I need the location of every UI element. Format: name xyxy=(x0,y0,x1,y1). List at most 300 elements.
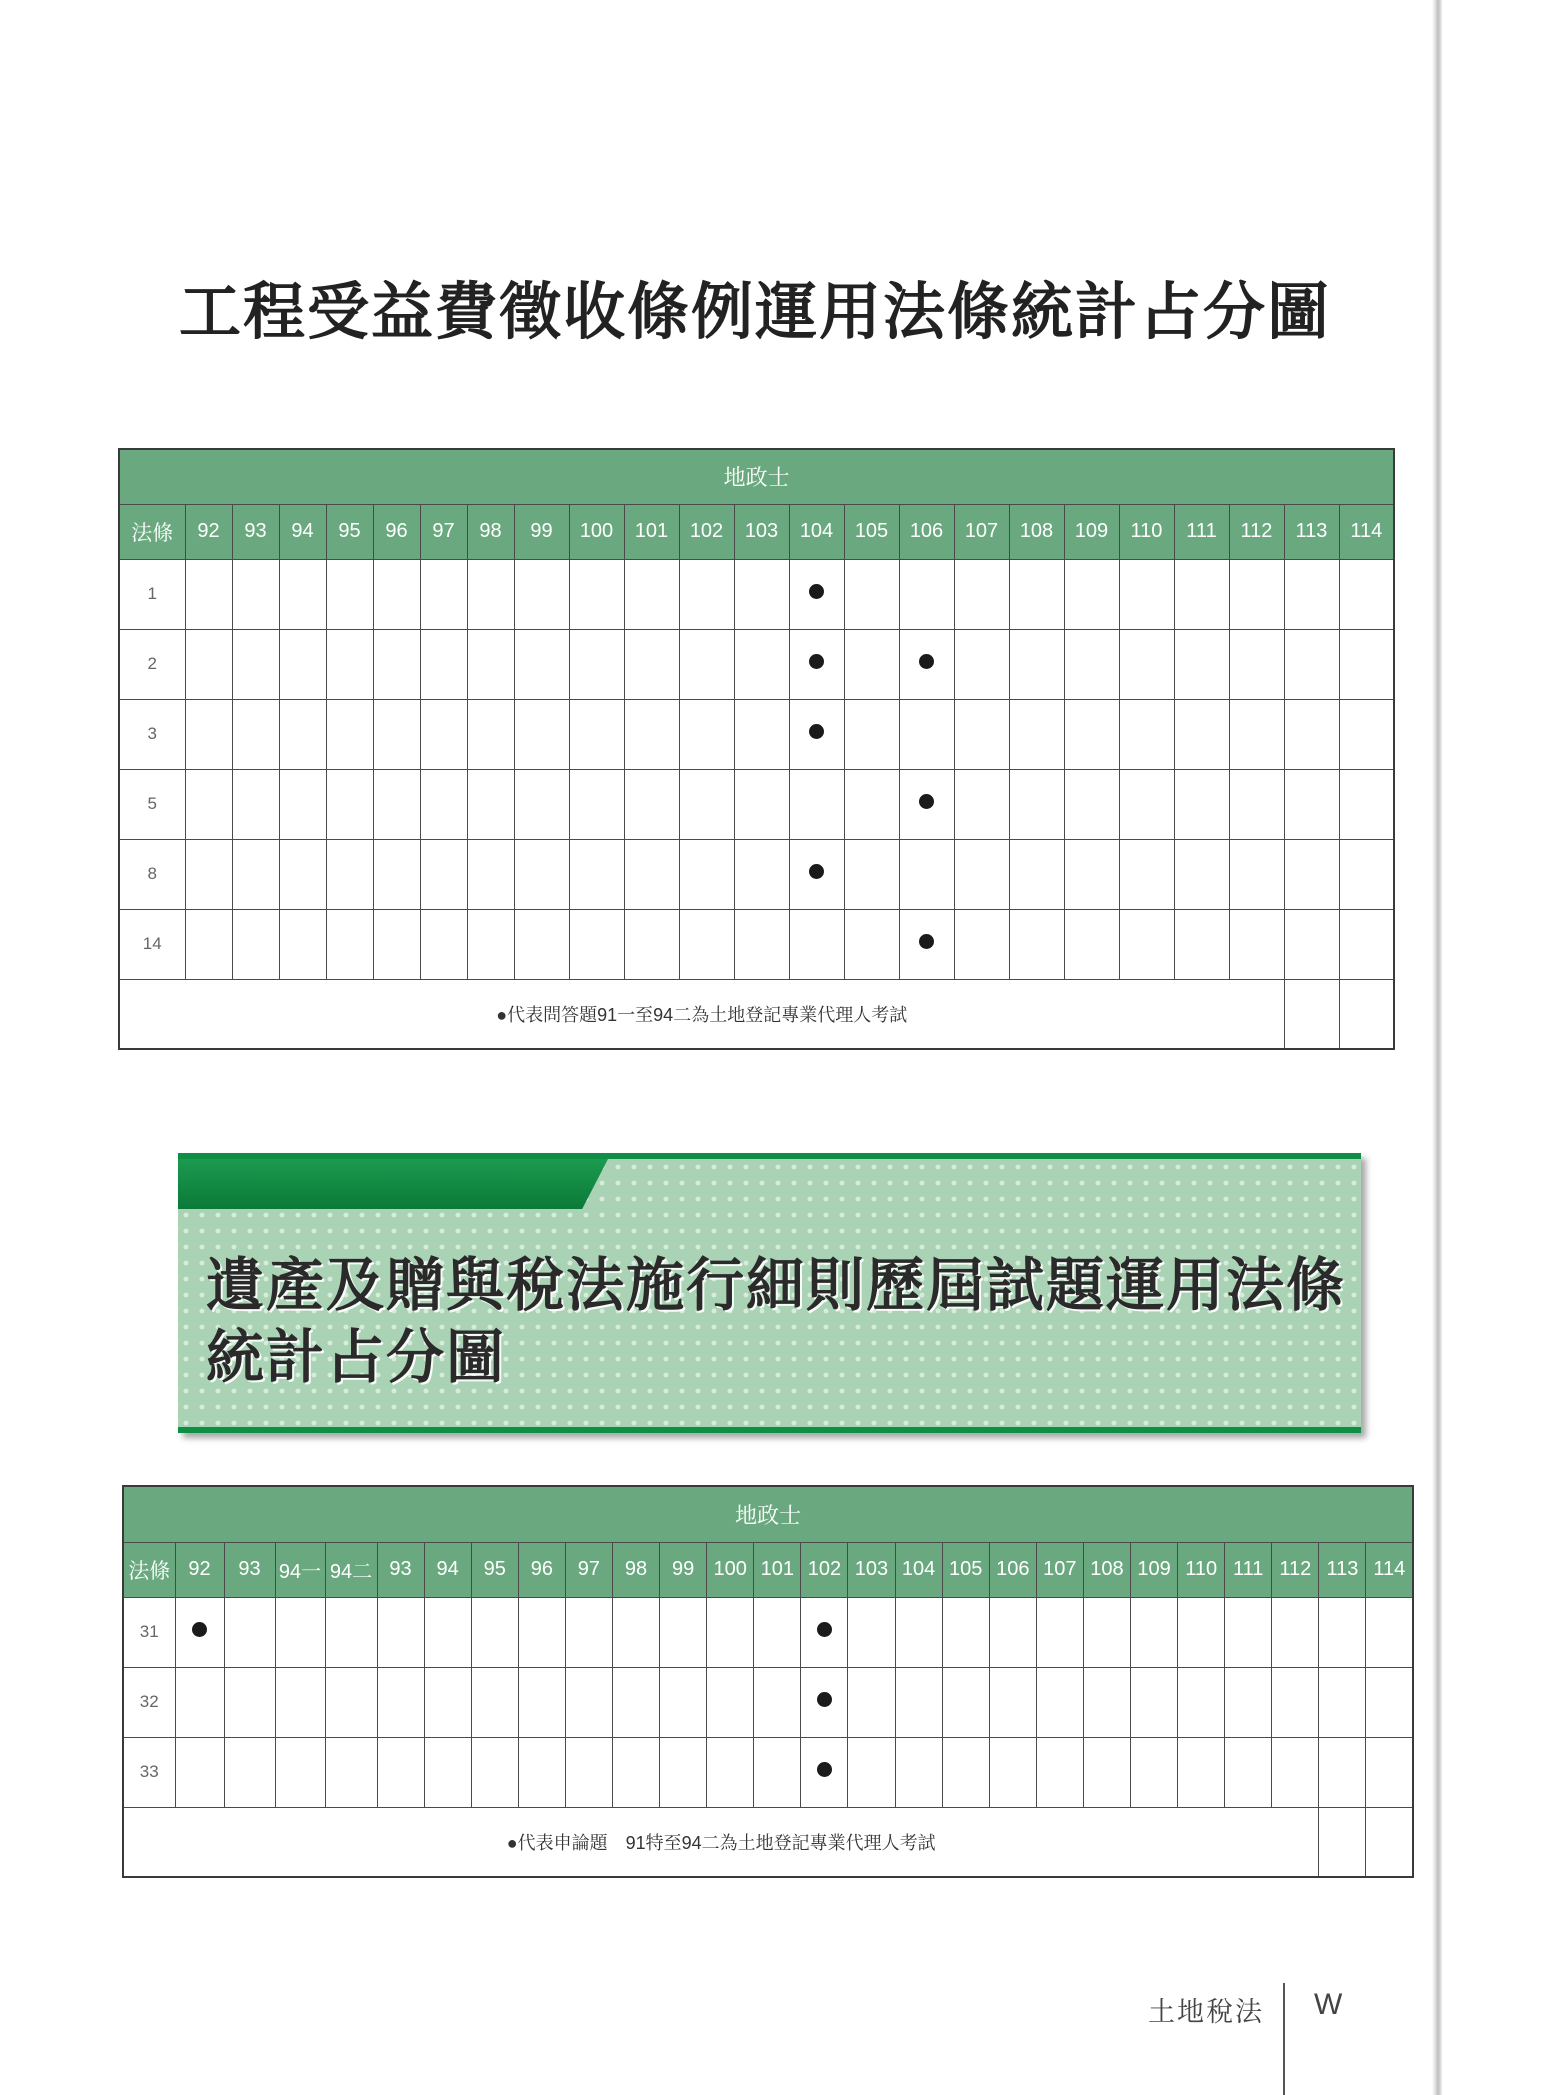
year-cell xyxy=(679,559,734,629)
year-cell xyxy=(1319,1737,1366,1807)
year-cell xyxy=(954,699,1009,769)
year-cell xyxy=(1284,909,1339,979)
year-cell xyxy=(801,1667,848,1737)
year-cell xyxy=(942,1597,989,1667)
year-cell xyxy=(1319,1597,1366,1667)
year-cell xyxy=(518,1737,565,1807)
year-column-header: 98 xyxy=(467,504,514,559)
year-cell xyxy=(1174,839,1229,909)
year-cell xyxy=(275,1737,325,1807)
year-cell xyxy=(1009,559,1064,629)
year-column-header: 93 xyxy=(224,1542,275,1597)
law-article-cell: 1 xyxy=(119,559,185,629)
year-cell xyxy=(1119,699,1174,769)
year-column-header: 92 xyxy=(175,1542,224,1597)
year-cell xyxy=(801,1737,848,1807)
question-marker-dot xyxy=(919,934,934,949)
year-column-header: 106 xyxy=(899,504,954,559)
year-cell xyxy=(954,629,1009,699)
year-cell xyxy=(373,839,420,909)
footer-book-title: 土地稅法 xyxy=(1148,1997,1264,2027)
year-column-header: 114 xyxy=(1366,1542,1413,1597)
year-cell xyxy=(279,839,326,909)
year-cell xyxy=(801,1597,848,1667)
year-cell xyxy=(1064,839,1119,909)
question-marker-dot xyxy=(919,654,934,669)
year-cell xyxy=(420,769,467,839)
year-column-header: 113 xyxy=(1319,1542,1366,1597)
year-cell xyxy=(467,629,514,699)
table-row xyxy=(123,1667,1413,1737)
year-cell xyxy=(895,1667,942,1737)
year-cell xyxy=(707,1667,754,1737)
year-column-header: 96 xyxy=(373,504,420,559)
year-cell xyxy=(844,769,899,839)
year-column-header: 108 xyxy=(1009,504,1064,559)
year-cell xyxy=(1064,629,1119,699)
year-cell xyxy=(565,1667,612,1737)
legend-note: ●代表申論題 91特至94二為土地登記專業代理人考試 xyxy=(123,1807,1319,1877)
law-article-cell: 8 xyxy=(119,839,185,909)
year-cell xyxy=(420,839,467,909)
year-cell xyxy=(326,559,373,629)
year-cell xyxy=(467,769,514,839)
year-cell xyxy=(326,839,373,909)
year-cell xyxy=(1119,839,1174,909)
year-column-header: 94一 xyxy=(275,1542,325,1597)
year-cell xyxy=(734,629,789,699)
year-cell xyxy=(565,1597,612,1667)
year-cell xyxy=(989,1737,1036,1807)
year-column-header: 111 xyxy=(1174,504,1229,559)
year-column-header: 106 xyxy=(989,1542,1036,1597)
year-cell xyxy=(1229,909,1284,979)
year-cell xyxy=(1229,839,1284,909)
year-cell xyxy=(1083,1597,1130,1667)
legend-row xyxy=(119,979,1394,1049)
year-column-header: 99 xyxy=(660,1542,707,1597)
year-cell xyxy=(569,909,624,979)
page-number: W xyxy=(1314,1988,1343,2021)
year-cell xyxy=(185,699,232,769)
year-column-header: 102 xyxy=(801,1542,848,1597)
year-cell xyxy=(1009,769,1064,839)
year-cell xyxy=(185,769,232,839)
year-cell xyxy=(279,699,326,769)
year-cell xyxy=(377,1737,424,1807)
year-cell xyxy=(514,769,569,839)
year-cell xyxy=(707,1737,754,1807)
year-cell xyxy=(1272,1737,1319,1807)
year-cell xyxy=(844,699,899,769)
year-cell xyxy=(660,1597,707,1667)
table-row xyxy=(119,909,1394,979)
year-column-header: 99 xyxy=(514,504,569,559)
year-cell xyxy=(612,1597,659,1667)
year-cell xyxy=(612,1667,659,1737)
year-cell xyxy=(467,909,514,979)
year-cell xyxy=(1366,1667,1413,1737)
year-cell xyxy=(1119,629,1174,699)
year-cell xyxy=(424,1597,471,1667)
year-column-header: 110 xyxy=(1178,1542,1225,1597)
year-cell xyxy=(954,909,1009,979)
year-cell xyxy=(326,629,373,699)
banner-bottom-rule xyxy=(178,1427,1361,1433)
law-article-cell: 14 xyxy=(119,909,185,979)
year-cell xyxy=(185,839,232,909)
year-column-header: 105 xyxy=(942,1542,989,1597)
year-cell xyxy=(899,559,954,629)
year-cell xyxy=(325,1737,377,1807)
year-cell xyxy=(420,699,467,769)
year-cell xyxy=(1225,1667,1272,1737)
year-cell xyxy=(1284,629,1339,699)
year-cell xyxy=(1064,769,1119,839)
year-cell xyxy=(185,629,232,699)
year-column-header: 112 xyxy=(1229,504,1284,559)
year-cell xyxy=(1229,559,1284,629)
year-cell xyxy=(467,699,514,769)
year-column-header: 114 xyxy=(1339,504,1394,559)
year-cell xyxy=(1064,699,1119,769)
year-cell xyxy=(899,699,954,769)
year-cell xyxy=(789,769,844,839)
year-cell xyxy=(275,1597,325,1667)
statistics-table-1 xyxy=(118,448,1395,1050)
year-column-header: 105 xyxy=(844,504,899,559)
year-column-header: 109 xyxy=(1064,504,1119,559)
year-cell xyxy=(954,769,1009,839)
year-cell xyxy=(1009,699,1064,769)
year-cell xyxy=(1229,629,1284,699)
year-cell xyxy=(844,839,899,909)
year-cell xyxy=(471,1667,518,1737)
year-cell xyxy=(373,699,420,769)
year-column-header: 113 xyxy=(1284,504,1339,559)
legend-row xyxy=(123,1807,1413,1877)
year-cell xyxy=(848,1597,895,1667)
year-cell xyxy=(569,769,624,839)
year-cell xyxy=(679,769,734,839)
year-cell xyxy=(734,769,789,839)
section-title xyxy=(206,1249,1346,1393)
year-cell xyxy=(1284,769,1339,839)
year-cell xyxy=(1339,699,1394,769)
year-cell xyxy=(471,1737,518,1807)
year-cell xyxy=(624,839,679,909)
year-cell xyxy=(514,839,569,909)
year-cell xyxy=(185,909,232,979)
year-cell xyxy=(1174,559,1229,629)
question-marker-dot xyxy=(809,584,824,599)
year-cell xyxy=(895,1737,942,1807)
law-article-cell: 32 xyxy=(123,1667,175,1737)
year-cell xyxy=(1083,1667,1130,1737)
year-cell xyxy=(1284,839,1339,909)
year-cell xyxy=(1119,769,1174,839)
year-cell xyxy=(954,839,1009,909)
year-cell xyxy=(1225,1597,1272,1667)
table-row xyxy=(119,559,1394,629)
year-cell xyxy=(373,769,420,839)
section-title-line-2: 統計占分圖 xyxy=(206,1323,507,1391)
year-cell xyxy=(1131,1597,1178,1667)
year-cell xyxy=(326,769,373,839)
year-cell xyxy=(279,559,326,629)
year-cell xyxy=(1319,1667,1366,1737)
year-cell xyxy=(377,1667,424,1737)
year-column-header: 111 xyxy=(1225,1542,1272,1597)
year-cell xyxy=(424,1667,471,1737)
year-cell xyxy=(679,909,734,979)
year-column-header: 107 xyxy=(954,504,1009,559)
year-cell xyxy=(899,629,954,699)
year-cell xyxy=(1284,559,1339,629)
year-cell xyxy=(1009,839,1064,909)
year-cell xyxy=(279,909,326,979)
year-cell xyxy=(514,629,569,699)
year-cell xyxy=(679,629,734,699)
year-cell xyxy=(232,559,279,629)
year-cell xyxy=(471,1597,518,1667)
year-cell xyxy=(660,1667,707,1737)
year-column-header: 94 xyxy=(279,504,326,559)
year-cell xyxy=(420,909,467,979)
empty-cell xyxy=(1319,1807,1366,1877)
year-cell xyxy=(734,559,789,629)
year-cell xyxy=(1339,909,1394,979)
year-cell xyxy=(518,1667,565,1737)
year-cell xyxy=(624,559,679,629)
year-cell xyxy=(844,629,899,699)
year-cell xyxy=(1339,559,1394,629)
year-cell xyxy=(1225,1737,1272,1807)
year-cell xyxy=(754,1737,801,1807)
year-cell xyxy=(326,909,373,979)
year-cell xyxy=(848,1667,895,1737)
year-cell xyxy=(1229,769,1284,839)
year-cell xyxy=(514,559,569,629)
table-header-row xyxy=(123,1542,1413,1597)
year-cell xyxy=(1178,1737,1225,1807)
year-column-header: 108 xyxy=(1083,1542,1130,1597)
year-cell xyxy=(624,699,679,769)
year-cell xyxy=(224,1667,275,1737)
year-cell xyxy=(848,1737,895,1807)
year-cell xyxy=(326,699,373,769)
year-cell xyxy=(612,1737,659,1807)
year-cell xyxy=(679,839,734,909)
year-cell xyxy=(899,839,954,909)
year-column-header: 93 xyxy=(232,504,279,559)
year-cell xyxy=(989,1667,1036,1737)
year-cell xyxy=(175,1597,224,1667)
table-row xyxy=(119,699,1394,769)
law-article-cell: 3 xyxy=(119,699,185,769)
year-cell xyxy=(1083,1737,1130,1807)
year-cell xyxy=(424,1737,471,1807)
law-article-cell: 5 xyxy=(119,769,185,839)
question-marker-dot xyxy=(192,1622,207,1637)
year-cell xyxy=(624,769,679,839)
year-cell xyxy=(1272,1667,1319,1737)
year-cell xyxy=(1272,1597,1319,1667)
year-column-header: 92 xyxy=(185,504,232,559)
table-row xyxy=(119,629,1394,699)
year-cell xyxy=(734,839,789,909)
year-cell xyxy=(789,559,844,629)
year-cell xyxy=(373,629,420,699)
year-cell xyxy=(1036,1597,1083,1667)
year-column-header: 107 xyxy=(1036,1542,1083,1597)
year-cell xyxy=(1284,699,1339,769)
year-cell xyxy=(279,629,326,699)
year-cell xyxy=(232,769,279,839)
year-column-header: 94 xyxy=(424,1542,471,1597)
year-cell xyxy=(844,909,899,979)
year-cell xyxy=(754,1597,801,1667)
year-cell xyxy=(734,699,789,769)
year-column-header: 95 xyxy=(326,504,373,559)
year-column-header: 104 xyxy=(789,504,844,559)
year-cell xyxy=(1178,1597,1225,1667)
year-cell xyxy=(1064,909,1119,979)
law-article-cell: 31 xyxy=(123,1597,175,1667)
year-column-header: 103 xyxy=(734,504,789,559)
year-cell xyxy=(789,699,844,769)
year-column-header: 97 xyxy=(565,1542,612,1597)
statistics-table-2 xyxy=(122,1485,1414,1878)
year-cell xyxy=(1036,1737,1083,1807)
question-marker-dot xyxy=(817,1762,832,1777)
year-cell xyxy=(569,699,624,769)
table-row xyxy=(119,839,1394,909)
year-column-header: 101 xyxy=(624,504,679,559)
year-cell xyxy=(1339,839,1394,909)
question-marker-dot xyxy=(809,724,824,739)
year-cell xyxy=(514,909,569,979)
year-cell xyxy=(1131,1667,1178,1737)
year-cell xyxy=(660,1737,707,1807)
year-column-header: 97 xyxy=(420,504,467,559)
year-cell xyxy=(514,699,569,769)
year-cell xyxy=(624,629,679,699)
year-cell xyxy=(954,559,1009,629)
year-cell xyxy=(1339,769,1394,839)
year-cell xyxy=(232,839,279,909)
year-cell xyxy=(1366,1597,1413,1667)
year-column-header: 101 xyxy=(754,1542,801,1597)
year-cell xyxy=(232,629,279,699)
year-cell xyxy=(789,839,844,909)
law-article-cell: 2 xyxy=(119,629,185,699)
year-column-header: 94二 xyxy=(325,1542,377,1597)
year-cell xyxy=(569,629,624,699)
year-cell xyxy=(899,769,954,839)
law-column-header: 法條 xyxy=(123,1542,175,1597)
year-cell xyxy=(279,769,326,839)
year-cell xyxy=(1174,909,1229,979)
question-marker-dot xyxy=(809,654,824,669)
table-row xyxy=(119,769,1394,839)
year-cell xyxy=(789,909,844,979)
year-cell xyxy=(895,1597,942,1667)
law-article-cell: 33 xyxy=(123,1737,175,1807)
legend-note: ●代表問答題91一至94二為土地登記專業代理人考試 xyxy=(119,979,1284,1049)
year-column-header: 100 xyxy=(707,1542,754,1597)
year-cell xyxy=(844,559,899,629)
year-cell xyxy=(989,1597,1036,1667)
question-marker-dot xyxy=(809,864,824,879)
page-title: 工程受益費徵收條例運用法條統計占分圖 xyxy=(178,275,1331,348)
table-row xyxy=(123,1737,1413,1807)
year-cell xyxy=(1009,909,1064,979)
question-marker-dot xyxy=(919,794,934,809)
year-cell xyxy=(420,629,467,699)
year-cell xyxy=(1119,559,1174,629)
year-column-header: 104 xyxy=(895,1542,942,1597)
section-banner xyxy=(178,1153,1361,1433)
year-cell xyxy=(1229,699,1284,769)
table-band-title: 地政士 xyxy=(123,1486,1413,1542)
year-column-header: 112 xyxy=(1272,1542,1319,1597)
empty-cell xyxy=(1339,979,1394,1049)
table-header-row xyxy=(119,504,1394,559)
law-column-header: 法條 xyxy=(119,504,185,559)
year-cell xyxy=(942,1737,989,1807)
year-column-header: 96 xyxy=(518,1542,565,1597)
year-column-header: 93 xyxy=(377,1542,424,1597)
year-cell xyxy=(789,629,844,699)
year-column-header: 109 xyxy=(1131,1542,1178,1597)
empty-cell xyxy=(1284,979,1339,1049)
year-cell xyxy=(1174,769,1229,839)
year-column-header: 102 xyxy=(679,504,734,559)
year-cell xyxy=(1009,629,1064,699)
year-cell xyxy=(899,909,954,979)
year-cell xyxy=(569,559,624,629)
footer-divider xyxy=(1283,1983,1285,2095)
year-cell xyxy=(467,839,514,909)
banner-tab xyxy=(178,1159,608,1209)
year-cell xyxy=(1366,1737,1413,1807)
year-cell xyxy=(1036,1667,1083,1737)
year-cell xyxy=(754,1667,801,1737)
year-cell xyxy=(325,1667,377,1737)
table-band-title: 地政士 xyxy=(119,449,1394,504)
year-cell xyxy=(232,909,279,979)
year-cell xyxy=(224,1597,275,1667)
question-marker-dot xyxy=(817,1622,832,1637)
year-cell xyxy=(1339,629,1394,699)
year-cell xyxy=(624,909,679,979)
year-cell xyxy=(734,909,789,979)
year-cell xyxy=(185,559,232,629)
year-cell xyxy=(232,699,279,769)
year-cell xyxy=(1119,909,1174,979)
year-column-header: 103 xyxy=(848,1542,895,1597)
year-column-header: 95 xyxy=(471,1542,518,1597)
section-title-line-1: 遺產及贈與稅法施行細則歷屆試題運用法條 xyxy=(206,1251,1347,1319)
year-cell xyxy=(420,559,467,629)
year-cell xyxy=(1131,1737,1178,1807)
empty-cell xyxy=(1366,1807,1413,1877)
year-cell xyxy=(224,1737,275,1807)
year-cell xyxy=(175,1667,224,1737)
year-cell xyxy=(679,699,734,769)
year-cell xyxy=(1064,559,1119,629)
